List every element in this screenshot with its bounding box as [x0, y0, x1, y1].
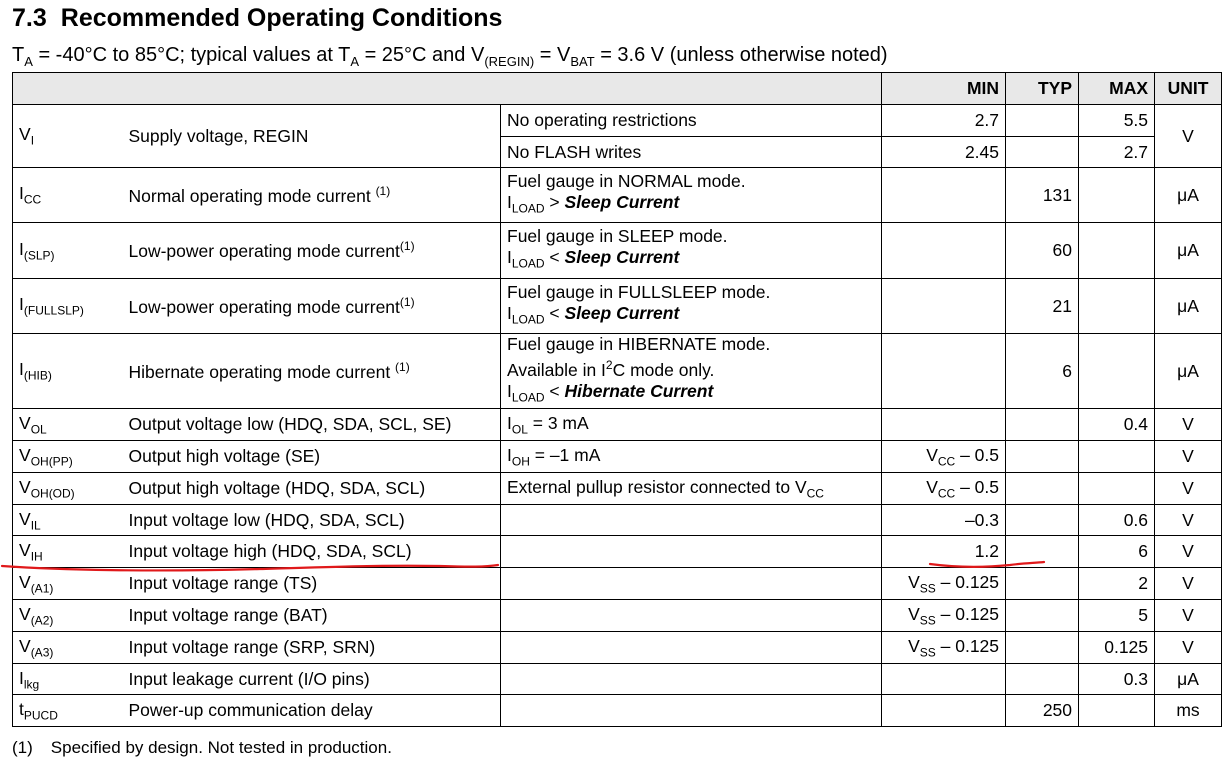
- unit-cell: V: [1155, 632, 1222, 664]
- table-row: [13, 568, 1222, 600]
- header-unit: UNIT: [1155, 73, 1222, 105]
- parameter-cell: Output high voltage (HDQ, SDA, SCL): [123, 473, 501, 505]
- max-cell: 2: [1079, 568, 1155, 600]
- min-cell: [882, 334, 1006, 409]
- table-row: [13, 334, 1222, 409]
- unit-cell: ms: [1155, 695, 1222, 727]
- condition-cell: No operating restrictions: [501, 105, 882, 137]
- unit-cell: μA: [1155, 168, 1222, 223]
- condition-cell: $I_{OH} = -1$ mA: [501, 441, 882, 473]
- typ-cell: [1006, 664, 1079, 695]
- header-row: [13, 73, 1222, 105]
- unit-cell: μA: [1155, 223, 1222, 279]
- condition-cell: [501, 632, 882, 664]
- min-cell: $V_{SS} - 0.125$: [882, 568, 1006, 600]
- section-heading: [12, 4, 502, 33]
- table-row: [13, 600, 1222, 632]
- symbol-cell: $V_{OH(OD)}$: [13, 473, 123, 505]
- parameter-cell: Input voltage range (TS): [123, 568, 501, 600]
- max-cell: 0.3: [1079, 664, 1155, 695]
- max-cell: 5: [1079, 600, 1155, 632]
- typ-cell: [1006, 473, 1079, 505]
- parameter-cell: Supply voltage, REGIN: [123, 105, 501, 168]
- parameter-cell: Low-power operating mode current$^{(1)}$: [123, 279, 501, 334]
- typ-cell: [1006, 536, 1079, 568]
- min-cell: $V_{CC} - 0.5$: [882, 441, 1006, 473]
- unit-cell: V: [1155, 600, 1222, 632]
- header-typ: TYP: [1006, 73, 1079, 105]
- unit-cell: μA: [1155, 279, 1222, 334]
- symbol-cell: $V_{(A1)}$: [13, 568, 123, 600]
- max-cell: [1079, 168, 1155, 223]
- table-row: [13, 168, 1222, 223]
- max-cell: [1079, 279, 1155, 334]
- symbol-cell: $t_{PUCD}$: [13, 695, 123, 727]
- symbol-cell: $I_{(SLP)}$: [13, 223, 123, 279]
- typ-cell: 250: [1006, 695, 1079, 727]
- symbol-cell: $V_I$: [13, 105, 123, 168]
- table-row: [13, 536, 1222, 568]
- parameter-cell: Output voltage low (HDQ, SDA, SCL, SE): [123, 409, 501, 441]
- condition-cell: Fuel gauge in HIBERNATE mode. Available in $I^2C$ mode only. $I_{LOAD}$ < Hibernate Current: [501, 334, 882, 409]
- min-cell: 2.45: [882, 137, 1006, 168]
- condition-cell: No FLASH writes: [501, 137, 882, 168]
- unit-cell: V: [1155, 536, 1222, 568]
- parameter-cell: Input leakage current (I/O pins): [123, 664, 501, 695]
- typ-cell: [1006, 505, 1079, 536]
- min-cell: –0.3: [882, 505, 1006, 536]
- table-row: [13, 105, 1222, 137]
- table-row: [13, 409, 1222, 441]
- condition-cell: Fuel gauge in FULLSLEEP mode. $I_{LOAD}$ < Sleep Current: [501, 279, 882, 334]
- footnote: [12, 738, 410, 758]
- typ-cell: [1006, 568, 1079, 600]
- symbol-cell: $V_{IH}$: [13, 536, 123, 568]
- unit-cell: V: [1155, 568, 1222, 600]
- header-blank: [13, 73, 882, 105]
- parameter-cell: Hibernate operating mode current $^{(1)}$: [123, 334, 501, 409]
- typ-cell: [1006, 441, 1079, 473]
- header-min: MIN: [882, 73, 1006, 105]
- unit-cell: V: [1155, 409, 1222, 441]
- symbol-cell: $V_{IL}$: [13, 505, 123, 536]
- typ-cell: [1006, 632, 1079, 664]
- table-row: [13, 473, 1222, 505]
- typ-cell: 131: [1006, 168, 1079, 223]
- parameter-cell: Low-power operating mode current$^{(1)}$: [123, 223, 501, 279]
- max-cell: [1079, 441, 1155, 473]
- table-row: [13, 223, 1222, 279]
- footnote-text: Specified by design. Not tested in production.: [50, 738, 392, 757]
- parameter-cell: Input voltage range (BAT): [123, 600, 501, 632]
- max-cell: 0.125: [1079, 632, 1155, 664]
- condition-cell: $I_{OL} = 3$ mA: [501, 409, 882, 441]
- unit-cell: V: [1155, 105, 1222, 168]
- symbol-cell: $I_{(FULLSLP)}$: [13, 279, 123, 334]
- parameter-cell: Normal operating mode current $^{(1)}$: [123, 168, 501, 223]
- symbol-cell: $V_{(A3)}$: [13, 632, 123, 664]
- condition-cell: Fuel gauge in NORMAL mode. $I_{LOAD}$ > Sleep Current: [501, 168, 882, 223]
- condition-cell: [501, 695, 882, 727]
- min-cell: [882, 409, 1006, 441]
- min-cell: 1.2: [882, 536, 1006, 568]
- parameter-cell: Input voltage high (HDQ, SDA, SCL): [123, 536, 501, 568]
- symbol-cell: $V_{OL}$: [13, 409, 123, 441]
- condition-cell: [501, 664, 882, 695]
- symbol-cell: $I_{lkg}$: [13, 664, 123, 695]
- min-cell: [882, 279, 1006, 334]
- symbol-cell: $I_{CC}$: [13, 168, 123, 223]
- parameter-cell: Output high voltage (SE): [123, 441, 501, 473]
- unit-cell: V: [1155, 505, 1222, 536]
- min-cell: 2.7: [882, 105, 1006, 137]
- table-row: [13, 279, 1222, 334]
- min-cell: $V_{SS} - 0.125$: [882, 600, 1006, 632]
- parameter-cell: Power-up communication delay: [123, 695, 501, 727]
- min-cell: [882, 664, 1006, 695]
- min-cell: [882, 168, 1006, 223]
- unit-cell: V: [1155, 441, 1222, 473]
- typ-cell: [1006, 600, 1079, 632]
- condition-cell: [501, 505, 882, 536]
- symbol-cell: $V_{(A2)}$: [13, 600, 123, 632]
- typ-cell: 21: [1006, 279, 1079, 334]
- unit-cell: V: [1155, 473, 1222, 505]
- symbol-cell: $V_{OH(PP)}$: [13, 441, 123, 473]
- condition-cell: [501, 600, 882, 632]
- max-cell: [1079, 473, 1155, 505]
- condition-cell: Fuel gauge in SLEEP mode. $I_{LOAD}$ < Sleep Current: [501, 223, 882, 279]
- header-max: MAX: [1079, 73, 1155, 105]
- section-number: 7.3: [12, 4, 47, 32]
- condition-cell: [501, 568, 882, 600]
- parameter-cell: Input voltage range (SRP, SRN): [123, 632, 501, 664]
- condition-cell: External pullup resistor connected to $V_{CC}$: [501, 473, 882, 505]
- max-cell: 5.5: [1079, 105, 1155, 137]
- min-cell: $V_{CC} - 0.5$: [882, 473, 1006, 505]
- conditions-table: [12, 72, 1222, 727]
- typ-cell: [1006, 137, 1079, 168]
- max-cell: [1079, 334, 1155, 409]
- table-row: [13, 664, 1222, 695]
- footnote-marker: (1): [12, 738, 33, 757]
- min-cell: $V_{SS} - 0.125$: [882, 632, 1006, 664]
- min-cell: [882, 695, 1006, 727]
- max-cell: 2.7: [1079, 137, 1155, 168]
- min-cell: [882, 223, 1006, 279]
- max-cell: [1079, 223, 1155, 279]
- typ-cell: [1006, 105, 1079, 137]
- parameter-cell: Input voltage low (HDQ, SDA, SCL): [123, 505, 501, 536]
- condition-cell: [501, 536, 882, 568]
- table-row: [13, 505, 1222, 536]
- max-cell: 6: [1079, 536, 1155, 568]
- typ-cell: [1006, 409, 1079, 441]
- symbol-cell: $I_{(HIB)}$: [13, 334, 123, 409]
- typ-cell: 6: [1006, 334, 1079, 409]
- table-row: [13, 441, 1222, 473]
- unit-cell: μA: [1155, 664, 1222, 695]
- conditions-line: $T_A = -40^\circ C$ to 85°C; typical values at $T_A = 25^\circ C$ and $V_{(REGIN)} = V_{BAT} = 3.6$ V (unless otherwise noted): [12, 44, 888, 69]
- typ-cell: 60: [1006, 223, 1079, 279]
- unit-cell: μA: [1155, 334, 1222, 409]
- max-cell: 0.4: [1079, 409, 1155, 441]
- table-row: [13, 632, 1222, 664]
- section-title: Recommended Operating Conditions: [60, 4, 503, 32]
- max-cell: 0.6: [1079, 505, 1155, 536]
- max-cell: [1079, 695, 1155, 727]
- table-row: [13, 695, 1222, 727]
